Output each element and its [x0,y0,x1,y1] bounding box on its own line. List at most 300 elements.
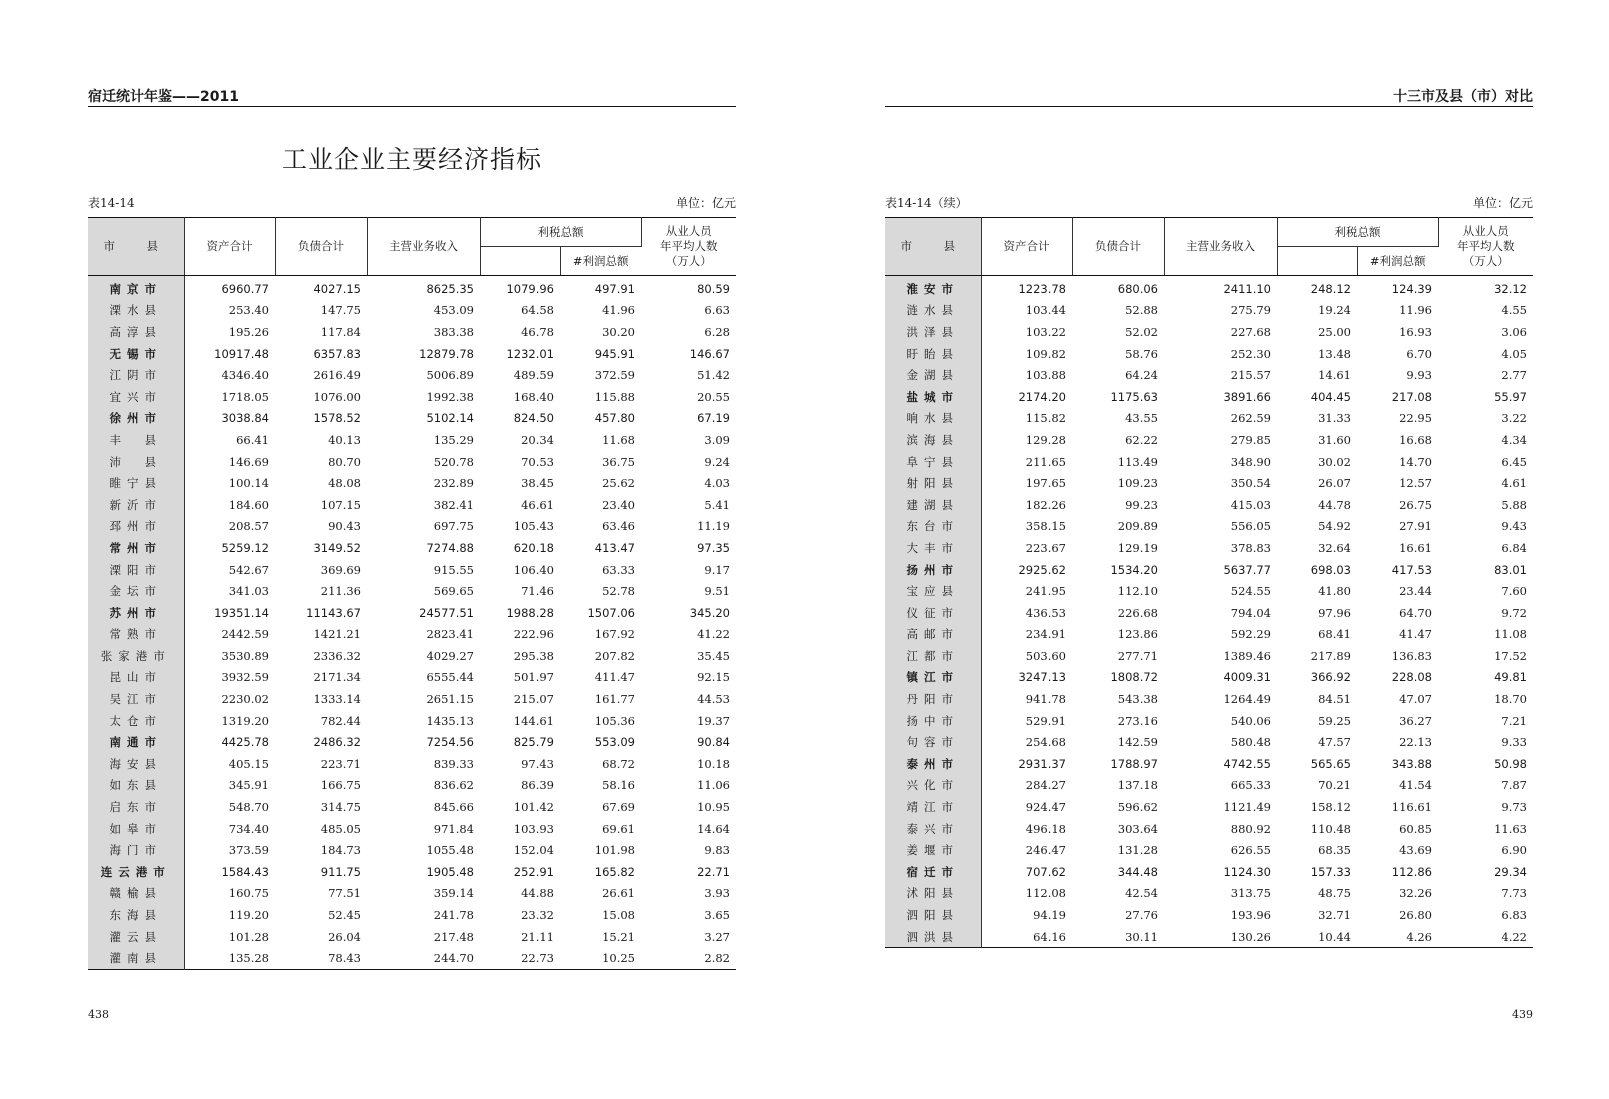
table-row-city [885,861,1533,883]
liabilities-cell: 543.38 [1117,692,1158,707]
header-employees [641,218,736,276]
profit-cell: 10.25 [602,951,635,966]
table-row [885,321,1533,343]
profit-tax-cell: 105.43 [513,519,554,534]
county-name-cell: 睢宁县 [88,472,184,494]
profit-cell: 136.83 [1391,648,1432,663]
employees-cell: 3.06 [1501,324,1527,339]
county-name-cell: 泗阳县 [885,904,981,926]
profit-tax-cell: 565.65 [1310,756,1351,771]
revenue-cell: 839.33 [433,756,474,771]
liabilities-cell: 42.54 [1125,886,1158,901]
employees-cell: 4.61 [1501,476,1527,491]
table-row [885,364,1533,386]
employees-cell: 146.67 [689,346,730,361]
revenue-cell: 1121.49 [1223,800,1271,815]
county-name-cell: 如皋市 [88,818,184,840]
employees-cell: 7.73 [1501,886,1527,901]
liabilities-cell: 52.45 [328,908,361,923]
liabilities-cell: 3149.52 [313,540,361,555]
profit-cell: 11.68 [602,432,635,447]
assets-cell: 103.44 [1025,303,1066,318]
table-row [88,775,736,797]
county-name-cell: 灌云县 [88,926,184,948]
employees-cell: 51.42 [697,368,730,383]
profit-cell: 4.26 [1406,929,1432,944]
liabilities-cell: 26.04 [328,929,361,944]
assets-cell: 3932.59 [221,670,269,685]
liabilities-cell: 209.89 [1117,519,1158,534]
profit-tax-cell: 68.41 [1318,627,1351,642]
profit-tax-cell: 248.12 [1310,281,1351,296]
profit-tax-cell: 64.58 [521,303,554,318]
table-row [885,602,1533,624]
county-name-cell: 金坛市 [88,580,184,602]
profit-tax-cell: 19.24 [1318,303,1351,318]
profit-tax-cell: 168.40 [513,389,554,404]
assets-cell: 19351.14 [214,605,269,620]
employees-cell: 50.98 [1494,756,1527,771]
liabilities-cell: 129.19 [1117,540,1158,555]
liabilities-cell: 4027.15 [313,281,361,296]
profit-cell: 14.70 [1399,454,1432,469]
profit-tax-cell: 217.89 [1310,648,1351,663]
table-row-city [88,276,736,300]
county-name-cell: 宜兴市 [88,386,184,408]
profit-tax-cell: 404.45 [1310,389,1351,404]
county-name-cell: 扬州市 [885,559,981,581]
right-page [885,0,1533,1099]
profit-cell: 41.54 [1399,778,1432,793]
assets-cell: 197.65 [1025,476,1066,491]
county-name-cell: 太仓市 [88,710,184,732]
unit-label-right: 单位：亿元 [1472,196,1533,210]
profit-cell: 32.26 [1399,886,1432,901]
county-name-cell: 兴化市 [885,775,981,797]
liabilities-cell: 99.23 [1125,497,1158,512]
employees-cell: 14.64 [697,821,730,836]
liabilities-cell: 911.75 [320,864,361,879]
table-row [885,580,1533,602]
running-head-left [88,86,736,107]
table-row [88,796,736,818]
profit-cell: 9.93 [1406,368,1432,383]
revenue-cell: 540.06 [1230,713,1271,728]
profit-cell: 67.69 [602,800,635,815]
revenue-cell: 378.83 [1230,540,1271,555]
table-row-city [885,667,1533,689]
indicator-table-right [885,217,1533,948]
profit-cell: 228.08 [1391,670,1432,685]
employees-cell: 6.83 [1501,908,1527,923]
county-name-cell: 常州市 [88,537,184,559]
liabilities-cell: 137.18 [1117,778,1158,793]
profit-cell: 411.47 [594,670,635,685]
employees-cell: 9.43 [1501,519,1527,534]
table-row-city [88,731,736,753]
assets-cell: 548.70 [228,800,269,815]
employees-cell: 4.05 [1501,346,1527,361]
revenue-cell: 193.96 [1230,908,1271,923]
table-body-right [885,276,1533,948]
assets-cell: 496.18 [1025,821,1066,836]
profit-cell: 16.93 [1399,324,1432,339]
revenue-cell: 382.41 [433,497,474,512]
liabilities-cell: 273.16 [1117,713,1158,728]
county-name-cell: 宿迁市 [885,861,981,883]
county-name-cell: 江都市 [885,645,981,667]
employees-cell: 3.27 [704,929,730,944]
revenue-cell: 3891.66 [1223,389,1271,404]
assets-cell: 1718.05 [221,389,269,404]
county-name-cell: 仪征市 [885,602,981,624]
revenue-cell: 836.62 [433,778,474,793]
profit-cell: 63.33 [602,562,635,577]
assets-cell: 2442.59 [221,627,269,642]
liabilities-cell: 113.49 [1117,454,1158,469]
profit-cell: 69.61 [602,821,635,836]
revenue-cell: 2651.15 [426,692,474,707]
profit-tax-cell: 44.88 [521,886,554,901]
profit-tax-cell: 30.02 [1318,454,1351,469]
profit-cell: 41.96 [602,303,635,318]
profit-tax-cell: 71.46 [521,584,554,599]
assets-cell: 160.75 [228,886,269,901]
revenue-cell: 262.59 [1230,411,1271,426]
employees-cell: 97.35 [697,540,730,555]
county-name-cell: 常熟市 [88,624,184,646]
liabilities-cell: 11143.67 [306,605,361,620]
liabilities-cell: 80.70 [328,454,361,469]
yearbook-title: 宿迁统计年鉴——2011 [88,89,239,105]
revenue-cell: 415.03 [1230,497,1271,512]
county-name-cell: 句容市 [885,731,981,753]
county-name-cell: 东台市 [885,516,981,538]
liabilities-cell: 314.75 [320,800,361,815]
revenue-cell: 592.29 [1230,627,1271,642]
employees-cell: 22.71 [697,864,730,879]
liabilities-cell: 78.43 [328,951,361,966]
county-name-cell: 徐州市 [88,408,184,430]
header-liabilities: 负债合计 [1072,218,1164,276]
revenue-cell: 1264.49 [1223,692,1271,707]
assets-cell: 208.57 [228,519,269,534]
unit-label-left: 单位：亿元 [675,196,736,210]
profit-tax-cell: 23.32 [521,908,554,923]
employees-cell: 55.97 [1494,389,1527,404]
header-assets: 资产合计 [981,218,1072,276]
assets-cell: 2174.20 [1018,389,1066,404]
profit-cell: 105.36 [594,713,635,728]
employees-cell: 35.45 [697,648,730,663]
profit-tax-cell: 1988.28 [506,605,554,620]
county-name-cell: 南通市 [88,731,184,753]
employees-cell: 9.24 [704,454,730,469]
revenue-cell: 7274.88 [426,540,474,555]
page-title: 工业企业主要经济指标 [281,145,542,174]
assets-cell: 223.67 [1025,540,1066,555]
county-name-cell: 溧阳市 [88,559,184,581]
liabilities-cell: 1788.97 [1110,756,1158,771]
liabilities-cell: 344.48 [1117,864,1158,879]
table-row [885,775,1533,797]
employees-cell: 32.12 [1494,281,1527,296]
revenue-cell: 2411.10 [1223,281,1271,296]
assets-cell: 707.62 [1025,864,1066,879]
employees-cell: 9.17 [704,562,730,577]
liabilities-cell: 43.55 [1125,411,1158,426]
revenue-cell: 845.66 [433,800,474,815]
liabilities-cell: 6357.83 [313,346,361,361]
employees-cell: 6.84 [1501,540,1527,555]
table-row [88,947,736,969]
revenue-cell: 130.26 [1230,929,1271,944]
profit-tax-cell: 110.48 [1310,821,1351,836]
header-profit-tax: 利税总额 [1277,218,1438,247]
employees-cell: 44.53 [697,692,730,707]
table-row [88,516,736,538]
table-body-left [88,276,736,970]
table-row [88,580,736,602]
profit-cell: 22.13 [1399,735,1432,750]
employees-cell: 3.65 [704,908,730,923]
profit-cell: 22.95 [1399,411,1432,426]
liabilities-cell: 2336.32 [313,648,361,663]
table-row [88,364,736,386]
revenue-cell: 1389.46 [1223,648,1271,663]
employees-cell: 4.34 [1501,432,1527,447]
revenue-cell: 313.75 [1230,886,1271,901]
left-page [88,0,736,1099]
table-row [885,839,1533,861]
section-title: 十三市及县（市）对比 [1393,89,1533,105]
liabilities-cell: 2486.32 [313,735,361,750]
revenue-cell: 794.04 [1230,605,1271,620]
table-row-city [885,276,1533,300]
revenue-cell: 350.54 [1230,476,1271,491]
county-name-cell: 高邮市 [885,624,981,646]
profit-tax-cell: 252.91 [513,864,554,879]
liabilities-cell: 303.64 [1117,821,1158,836]
revenue-cell: 215.57 [1230,368,1271,383]
revenue-cell: 279.85 [1230,432,1271,447]
assets-cell: 103.22 [1025,324,1066,339]
revenue-cell: 524.55 [1230,584,1271,599]
revenue-cell: 1992.38 [426,389,474,404]
liabilities-cell: 369.69 [320,562,361,577]
county-name-cell: 响水县 [885,408,981,430]
liabilities-cell: 1421.21 [313,627,361,642]
assets-cell: 253.40 [228,303,269,318]
profit-tax-cell: 103.93 [513,821,554,836]
profit-tax-cell: 97.96 [1318,605,1351,620]
table-row [885,731,1533,753]
county-name-cell: 扬中市 [885,710,981,732]
assets-cell: 101.28 [228,929,269,944]
profit-tax-cell: 97.43 [521,756,554,771]
liabilities-cell: 52.88 [1125,303,1158,318]
profit-cell: 161.77 [594,692,635,707]
header-employees [1438,218,1533,276]
profit-cell: 165.82 [594,864,635,879]
revenue-cell: 4029.27 [426,648,474,663]
revenue-cell: 1124.30 [1223,864,1271,879]
liabilities-cell: 117.84 [320,324,361,339]
liabilities-cell: 1808.72 [1110,670,1158,685]
assets-cell: 6960.77 [221,281,269,296]
table-row [885,645,1533,667]
county-name-cell: 宝应县 [885,580,981,602]
liabilities-cell: 62.22 [1125,432,1158,447]
revenue-cell: 232.89 [433,476,474,491]
revenue-cell: 626.55 [1230,843,1271,858]
header-employees-line3: （万人） [1462,254,1509,268]
employees-cell: 3.22 [1501,411,1527,426]
liabilities-cell: 211.36 [320,584,361,599]
revenue-cell: 275.79 [1230,303,1271,318]
profit-cell: 16.68 [1399,432,1432,447]
header-employees-line1: 从业人员 [1462,224,1509,238]
liabilities-cell: 782.44 [320,713,361,728]
county-name-cell: 姜堰市 [885,839,981,861]
profit-tax-cell: 25.00 [1318,324,1351,339]
table-row [88,494,736,516]
profit-tax-cell: 22.73 [521,951,554,966]
table-row [885,818,1533,840]
table-row [88,386,736,408]
employees-cell: 6.28 [704,324,730,339]
county-name-cell: 盐城市 [885,386,981,408]
county-name-cell: 建湖县 [885,494,981,516]
county-name-cell: 射阳县 [885,472,981,494]
county-name-cell: 大丰市 [885,537,981,559]
profit-tax-cell: 31.60 [1318,432,1351,447]
employees-cell: 4.22 [1501,929,1527,944]
assets-cell: 341.03 [228,584,269,599]
employees-cell: 6.90 [1501,843,1527,858]
revenue-cell: 880.92 [1230,821,1271,836]
indicator-table-left [88,217,736,970]
employees-cell: 5.88 [1501,497,1527,512]
profit-cell: 413.47 [594,540,635,555]
county-name-cell: 灌南县 [88,947,184,969]
employees-cell: 83.01 [1494,562,1527,577]
profit-cell: 112.86 [1391,864,1432,879]
liabilities-cell: 1578.52 [313,411,361,426]
employees-cell: 67.19 [697,411,730,426]
employees-cell: 4.55 [1501,303,1527,318]
profit-cell: 41.47 [1399,627,1432,642]
header-assets: 资产合计 [184,218,275,276]
revenue-cell: 5006.89 [426,368,474,383]
profit-cell: 26.80 [1399,908,1432,923]
table-row-city [88,537,736,559]
assets-cell: 254.68 [1025,735,1066,750]
profit-cell: 12.57 [1399,476,1432,491]
revenue-cell: 383.38 [433,324,474,339]
profit-tax-cell: 44.78 [1318,497,1351,512]
profit-tax-cell: 70.53 [521,454,554,469]
county-name-cell: 溧水县 [88,300,184,322]
profit-tax-cell: 106.40 [513,562,554,577]
county-name-cell: 泰兴市 [885,818,981,840]
assets-cell: 405.15 [228,756,269,771]
table-row [885,300,1533,322]
profit-tax-cell: 32.71 [1318,908,1351,923]
liabilities-cell: 107.15 [320,497,361,512]
table-row [88,667,736,689]
assets-cell: 119.20 [228,908,269,923]
assets-cell: 529.91 [1025,713,1066,728]
county-name-cell: 淮安市 [885,276,981,300]
profit-tax-cell: 101.42 [513,800,554,815]
liabilities-cell: 52.02 [1125,324,1158,339]
revenue-cell: 348.90 [1230,454,1271,469]
profit-cell: 36.27 [1399,713,1432,728]
assets-cell: 10917.48 [214,346,269,361]
employees-cell: 11.63 [1494,821,1527,836]
table-row [885,343,1533,365]
liabilities-cell: 2616.49 [313,368,361,383]
assets-cell: 112.08 [1025,886,1066,901]
table-row [885,904,1533,926]
profit-tax-cell: 1232.01 [506,346,554,361]
header-employees-line2: 年平均人数 [1457,239,1515,253]
header-liabilities: 负债合计 [275,218,367,276]
revenue-cell: 8625.35 [426,281,474,296]
running-head-right [885,86,1533,107]
profit-tax-cell: 10.44 [1318,929,1351,944]
profit-cell: 417.53 [1391,562,1432,577]
profit-cell: 6.70 [1406,346,1432,361]
revenue-cell: 556.05 [1230,519,1271,534]
profit-tax-cell: 824.50 [513,411,554,426]
table-row [885,494,1533,516]
assets-cell: 2925.62 [1018,562,1066,577]
liabilities-cell: 1333.14 [313,692,361,707]
profit-tax-cell: 26.07 [1318,476,1351,491]
revenue-cell: 665.33 [1230,778,1271,793]
employees-cell: 92.15 [697,670,730,685]
liabilities-cell: 485.05 [320,821,361,836]
employees-cell: 20.55 [697,389,730,404]
table-row-city [88,861,736,883]
liabilities-cell: 226.68 [1117,605,1158,620]
table-row [88,300,736,322]
assets-cell: 64.16 [1033,929,1066,944]
profit-tax-cell: 46.78 [521,324,554,339]
employees-cell: 19.37 [697,713,730,728]
liabilities-cell: 1076.00 [313,389,361,404]
header-employees-line1: 从业人员 [665,224,712,238]
county-name-cell: 无锡市 [88,343,184,365]
employees-cell: 10.95 [697,800,730,815]
employees-cell: 3.09 [704,432,730,447]
county-name-cell: 启东市 [88,796,184,818]
county-name-cell: 沛 县 [88,451,184,473]
employees-cell: 7.21 [1501,713,1527,728]
profit-tax-cell: 41.80 [1318,584,1351,599]
profit-tax-cell: 59.25 [1318,713,1351,728]
table-row [885,451,1533,473]
employees-cell: 11.06 [697,778,730,793]
profit-cell: 372.59 [594,368,635,383]
county-name-cell: 靖江市 [885,796,981,818]
liabilities-cell: 48.08 [328,476,361,491]
county-name-cell: 高淳县 [88,321,184,343]
profit-cell: 30.20 [602,324,635,339]
liabilities-cell: 40.13 [328,432,361,447]
